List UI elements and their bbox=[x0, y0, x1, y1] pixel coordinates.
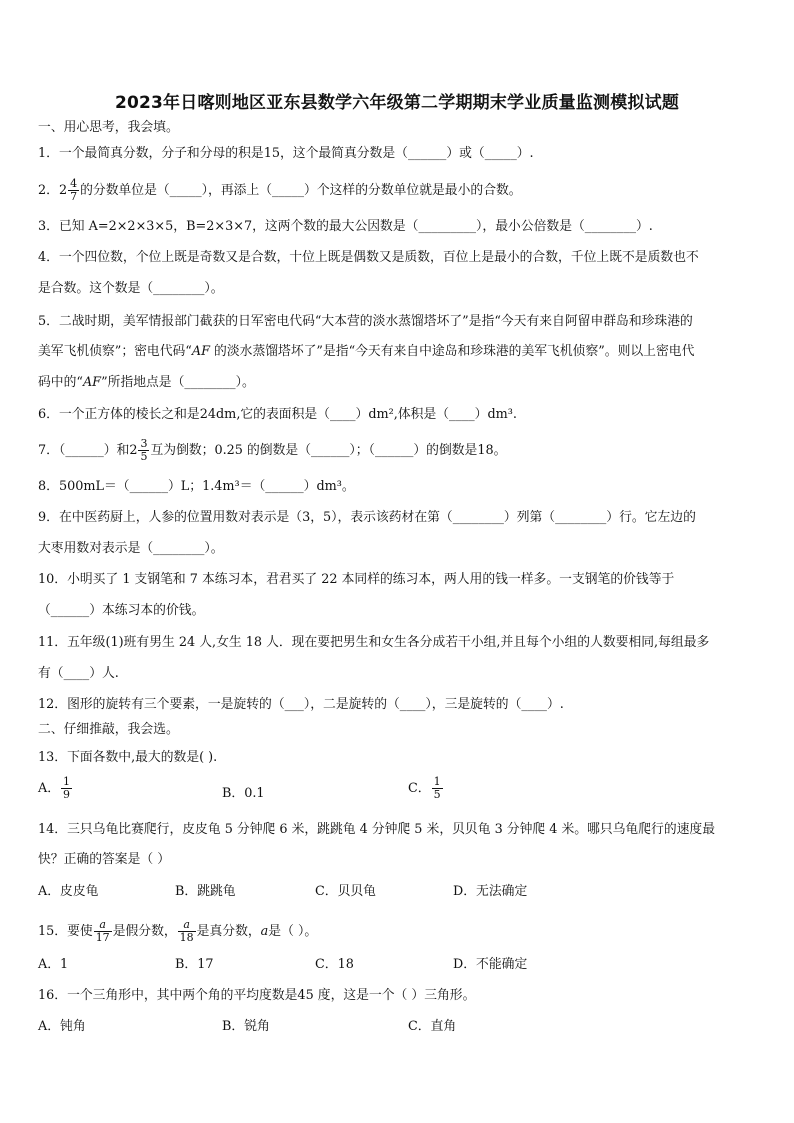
question-15-option-c: C．18 bbox=[315, 957, 354, 972]
question-15-prefix: 15．要使 bbox=[38, 924, 93, 939]
question-2 bbox=[38, 178, 760, 203]
question-15-option-a: A．1 bbox=[38, 957, 69, 972]
question-5-line-3 bbox=[38, 374, 760, 392]
fraction-numerator: 1 bbox=[63, 775, 71, 788]
question-9-line-1: 9．在中医药厨上，人参的位置用数对表示是（3，5），表示该药材在第（________）列第（________）行。它左边的 bbox=[38, 510, 696, 525]
question-16-option-a: A．钝角 bbox=[38, 1019, 86, 1034]
question-8: 8．500mL＝（______）L；1.4m³＝（______）dm³。 bbox=[38, 479, 355, 494]
question-9-line-2: 大枣用数对表示是（________）。 bbox=[38, 541, 224, 556]
fraction-3-5 bbox=[138, 438, 149, 463]
question-13-option-a bbox=[38, 776, 73, 801]
fraction-1-5 bbox=[432, 776, 443, 801]
question-14-option-a: A．皮皮龟 bbox=[38, 884, 99, 899]
question-14-option-b: B．跳跳龟 bbox=[175, 884, 236, 899]
fraction-a-17 bbox=[94, 919, 112, 944]
question-5-text-d: ”所指地点是（________）。 bbox=[101, 375, 255, 390]
fraction-a-18 bbox=[178, 919, 196, 944]
question-5-line-1: 5．二战时期，美军情报部门截获的日军密电代码“大本营的淡水蒸馏塔坏了”是指“今天有来自阿留申群岛和珍珠港的 bbox=[38, 314, 693, 329]
fraction-denominator: 17 bbox=[95, 931, 110, 944]
fraction-numerator: 3 bbox=[140, 437, 148, 450]
question-7 bbox=[38, 438, 760, 463]
code-af: AF bbox=[191, 344, 210, 359]
question-13: 13．下面各数中,最大的数是( ). bbox=[38, 750, 218, 765]
question-3: 3．已知 A=2×2×3×5，B=2×3×7，这两个数的最大公因数是（_________），最小公倍数是（________）. bbox=[38, 219, 653, 234]
question-15-option-d: D．不能确定 bbox=[453, 957, 528, 972]
fraction-numerator: 4 bbox=[70, 177, 78, 190]
question-13-option-b: B．0.1 bbox=[222, 786, 265, 801]
question-5-line-2 bbox=[38, 343, 760, 361]
variable-a: a bbox=[260, 924, 269, 939]
question-15-option-b: B．17 bbox=[175, 957, 214, 972]
fraction-1-9 bbox=[61, 776, 72, 801]
question-7-prefix: 7．（______）和2 bbox=[38, 443, 138, 458]
question-15-text-a: 是假分数， bbox=[112, 924, 177, 939]
question-14-line-2: 快？正确的答案是（ ） bbox=[38, 852, 171, 867]
fraction-denominator: 18 bbox=[179, 931, 194, 944]
question-15-text-c: 是（ ）。 bbox=[268, 924, 318, 939]
fraction-denominator: 9 bbox=[63, 788, 71, 801]
question-15-text-b: 是真分数， bbox=[196, 924, 261, 939]
question-1: 1．一个最简真分数，分子和分母的积是15，这个最简真分数是（______）或（_____）. bbox=[38, 146, 534, 161]
question-6: 6．一个正方体的棱长之和是24dm,它的表面积是（____）dm²,体积是（____）dm³. bbox=[38, 407, 517, 422]
fraction-denominator: 5 bbox=[433, 788, 441, 801]
question-5-text-b: 的淡水蒸馏塔坏了”是指“今天有来自中途岛和珍珠港的美军飞机侦察”。则以上密电代 bbox=[209, 344, 695, 359]
question-5-text-a: 美军飞机侦察”；密电代码“ bbox=[38, 344, 192, 359]
page-title: 2023年日喀则地区亚东县数学六年级第二学期期末学业质量监测模拟试题 bbox=[114, 93, 680, 113]
question-11-line-2: 有（____）人. bbox=[38, 666, 119, 681]
question-13-option-c bbox=[408, 776, 444, 801]
fraction-numerator: a bbox=[99, 918, 106, 931]
fraction-numerator: 1 bbox=[433, 775, 441, 788]
question-16-option-c: C．直角 bbox=[408, 1019, 457, 1034]
question-2-prefix: 2．2 bbox=[38, 183, 68, 198]
question-16: 16．一个三角形中，其中两个角的平均度数是45 度，这是一个（ ）三角形。 bbox=[38, 988, 476, 1003]
section-heading-fill: 一、用心思考，我会填。 bbox=[38, 120, 179, 135]
fraction-numerator: a bbox=[183, 918, 190, 931]
fraction-denominator: 7 bbox=[70, 190, 78, 203]
question-14-line-1: 14．三只乌龟比赛爬行，皮皮龟 5 分钟爬 6 米，跳跳龟 4 分钟爬 5 米，贝贝龟 3 分钟爬 4 米。哪只乌龟爬行的速度最 bbox=[38, 822, 716, 837]
question-14-option-d: D．无法确定 bbox=[453, 884, 528, 899]
fraction-4-7 bbox=[68, 178, 79, 203]
question-10-line-1: 10．小明买了 1 支钢笔和 7 本练习本，君君买了 22 本同样的练习本，两人用的钱一样多。一支钢笔的价钱等于 bbox=[38, 572, 675, 587]
question-16-option-b: B．锐角 bbox=[222, 1019, 270, 1034]
section-heading-choice: 二、仔细推敲，我会选。 bbox=[38, 722, 179, 737]
option-a-label: A． bbox=[38, 781, 61, 796]
question-10-line-2: （______）本练习本的价钱。 bbox=[38, 603, 205, 618]
question-12: 12．图形的旋转有三个要素，一是旋转的（___），二是旋转的（____），三是旋转的（____）. bbox=[38, 697, 564, 712]
question-15 bbox=[38, 919, 760, 944]
question-11-line-1: 11．五年级(1)班有男生 24 人,女生 18 人．现在要把男生和女生各分成若干小组,并且每个小组的人数要相同,每组最多 bbox=[38, 635, 710, 650]
question-4-line-2: 是合数。这个数是（________）。 bbox=[38, 281, 224, 296]
question-4-line-1: 4．一个四位数，个位上既是奇数又是合数，十位上既是偶数又是质数，百位上是最小的合数，千位上既不是质数也不 bbox=[38, 250, 699, 265]
fraction-denominator: 5 bbox=[140, 450, 148, 463]
question-5-text-c: 码中的“ bbox=[38, 375, 83, 390]
question-2-text: 的分数单位是（_____），再添上（_____）个这样的分数单位就是最小的合数。 bbox=[80, 183, 522, 198]
option-c-label: C． bbox=[408, 781, 431, 796]
question-7-text: 互为倒数；0.25 的倒数是（______）；（______）的倒数是18。 bbox=[150, 443, 507, 458]
question-14-option-c: C．贝贝龟 bbox=[315, 884, 376, 899]
code-af: AF bbox=[82, 375, 102, 390]
